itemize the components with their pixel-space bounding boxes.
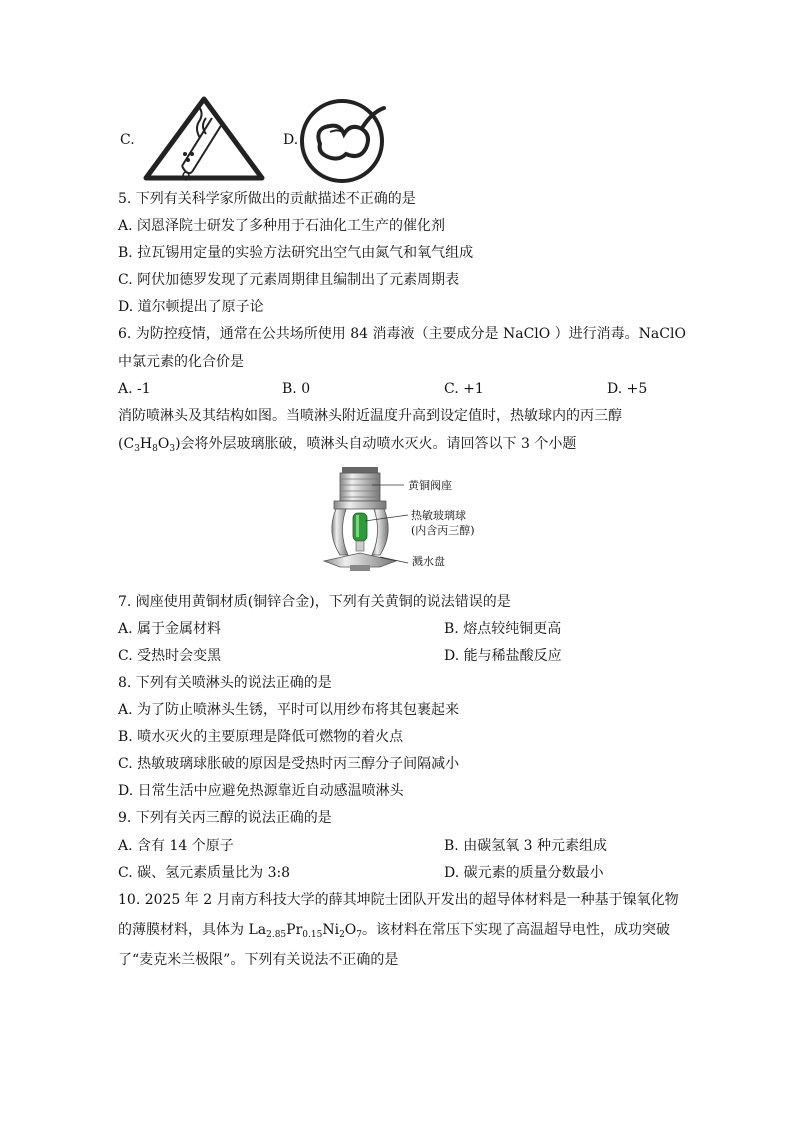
option-c-label: C. (120, 132, 135, 148)
q8-stem: 8. 下列有关喷淋头的说法正确的是 (118, 675, 332, 691)
fire-hazard-triangle-icon (140, 96, 268, 182)
q9-option-d: D. 碳元素的质量分数最小 (444, 865, 604, 881)
q7-stem: 7. 阀座使用黄铜材质(铜锌合金)，下列有关黄铜的说法错误的是 (118, 594, 511, 610)
label-glass-bulb-note: (内含丙三醇) (411, 524, 475, 537)
q5-option-b: B. 拉瓦锡用定量的实验方法研究出空气由氮气和氧气组成 (118, 245, 474, 261)
q6-option-c: C. +1 (444, 381, 484, 397)
q6-option-a: A. -1 (118, 381, 151, 397)
q8-option-c: C. 热敏玻璃球胀破的原因是受热时丙三醇分子间隔减小 (118, 756, 460, 772)
food-plate-icon (300, 98, 400, 184)
q9-option-c: C. 碳、氢元素质量比为 3:8 (118, 865, 291, 881)
option-d-label: D. (283, 132, 299, 148)
label-glass-bulb: 热敏玻璃球 (411, 509, 466, 522)
q7-option-c: C. 受热时会变黑 (118, 648, 222, 664)
q7-option-a: A. 属于金属材料 (118, 621, 222, 637)
q9-option-b: B. 由碳氢氧 3 种元素组成 (444, 838, 607, 854)
label-splash-plate: 溅水盘 (412, 555, 445, 568)
q5-option-a: A. 闵恩泽院士研发了多种用于石油化工生产的催化剂 (118, 218, 446, 234)
sprinkler-intro-line1: 消防喷淋头及其结构如图。当喷淋头附近温度升高到设定值时，热敏球内的丙三醇 (118, 408, 622, 424)
q5-option-d: D. 道尔顿提出了原子论 (118, 299, 264, 315)
q6-option-b: B. 0 (282, 381, 311, 397)
q7-option-d: D. 能与稀盐酸反应 (444, 648, 562, 664)
q6-stem-line1: 6. 为防控疫情，通常在公共场所使用 84 消毒液（主要成分是 NaClO ）进行消毒。NaClO (118, 326, 686, 342)
q5-option-c: C. 阿伏加德罗发现了元素周期律且编制出了元素周期表 (118, 272, 460, 288)
q9-option-a: A. 含有 14 个原子 (118, 838, 234, 854)
q5-stem: 5. 下列有关科学家所做出的贡献描述不正确的是 (118, 191, 416, 207)
q6-option-d: D. +5 (607, 381, 648, 397)
q10-stem-line3: 了“麦克米兰极限”。下列有关说法不正确的是 (118, 952, 399, 968)
q7-option-b: B. 熔点较纯铜更高 (444, 621, 562, 637)
q8-option-d: D. 日常生活中应避免热源靠近自动感温喷淋头 (118, 783, 404, 799)
q9-stem: 9. 下列有关丙三醇的说法正确的是 (118, 810, 332, 826)
q8-option-b: B. 喷水灭火的主要原理是降低可燃物的着火点 (118, 729, 404, 745)
glycerol-formula: $C_3H_8O_3$ (123, 436, 176, 454)
q6-stem-line2: 中氯元素的化合价是 (118, 354, 244, 370)
label-brass-seat: 黄铜阀座 (408, 479, 452, 492)
q8-option-a: A. 为了防止喷淋头生锈，平时可以用纱布将其包裹起来 (118, 702, 460, 718)
superconductor-formula: $La_{2.85}Pr_{0.15}Ni_2O_7$ (248, 922, 363, 940)
sprinkler-intro-line2: $(C_3H_8O_3)$会将外层玻璃胀破，喷淋头自动喷水灭火。请回答以下 3 个小题 (118, 436, 577, 454)
q10-stem-line1: 10. 2025 年 2 月南方科技大学的薛其坤院士团队开发出的超导体材料是一种基于镍氧化物 (118, 892, 679, 908)
q10-stem-line2: 的薄膜材料，具体为 $La_{2.85}Pr_{0.15}Ni_2O_7$。该材料在常压下实现了高温超导电性，成功突破 (118, 922, 671, 940)
